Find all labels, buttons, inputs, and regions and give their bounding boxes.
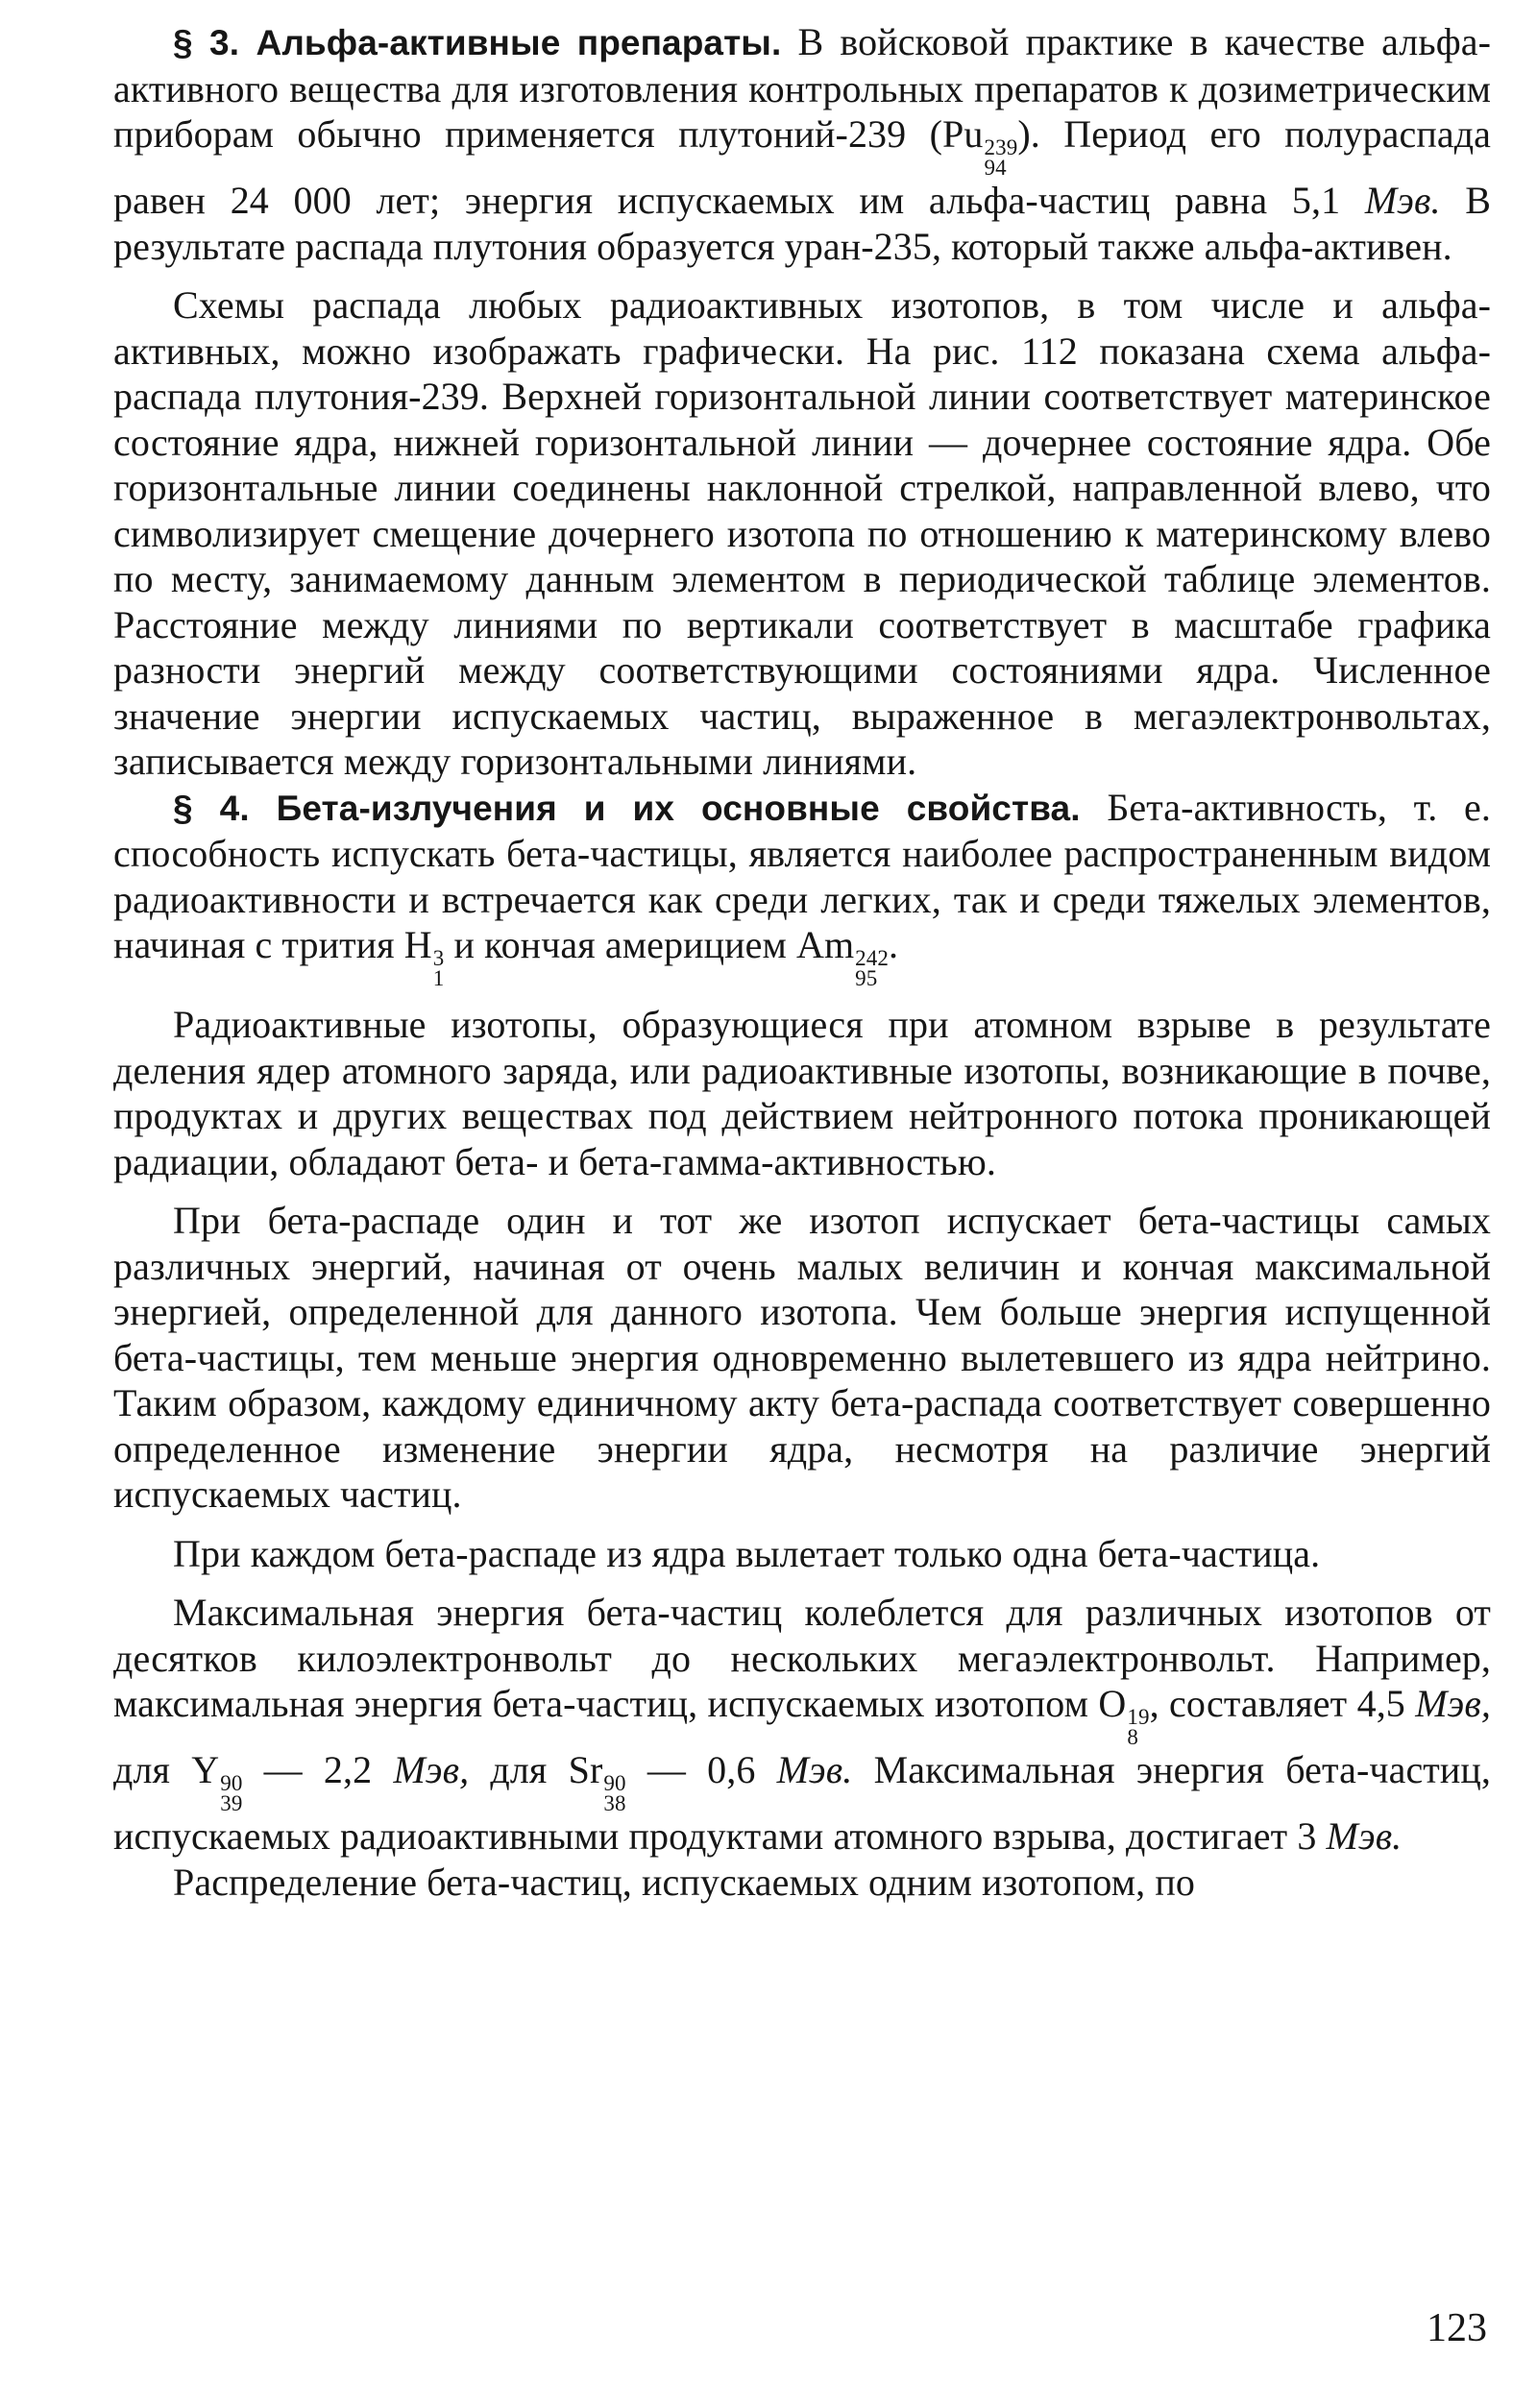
- atomic-number: 1: [432, 966, 445, 990]
- section-3-text-c: В результате распада плутония образуется уран-235, который также альфа-активен.: [113, 179, 1491, 268]
- section-4-text-a: Бета-активность, т. е. способность испускать бета-частицы, является наиболее распространенным видом радиоактивности и встречается как среди легких, так и среди тяжелых элементов, начиная с трития: [113, 785, 1492, 966]
- atomic-number: 95: [855, 966, 878, 990]
- section-3-paragraph: [113, 19, 1491, 269]
- nuclide-o: [1098, 1681, 1149, 1747]
- unit-mev: Мэв,: [1415, 1682, 1491, 1725]
- max-energy-text-c: для: [113, 1748, 192, 1791]
- max-energy-text-g: Максимальная энергия бета-частиц, испускаемых радиоактивными продуктами атомного взрыва, достигает 3: [113, 1748, 1491, 1858]
- paragraph-max-energy: [113, 1590, 1491, 1860]
- nuclide-symbol: Sr: [568, 1748, 603, 1791]
- paragraph-decay-schemes: Схемы распада любых радиоактивных изотопов, в том числе и альфа-активных, можно изображать графически. На рис. 112 показана схема альфа-распада плутония-239. Верхней горизонтальной линии соответствует материнское состояние ядра, нижней горизонтальной линии — дочернее состояние ядра. Обе горизонтальные линии соединены наклонной стрелкой, направленной влево, что символизирует смещение дочернего изотопа по отношению к материнскому влево по месту, занимаемому данным элементом в периодической таблице элементов. Расстояние между линиями по вертикали соответствует в масштабе графика разности энергий между соответствующими состояниями ядра. Численное значение энергии испускаемых частиц, выраженное в мегаэлектронвольтах, записывается между горизонтальными линиями.: [113, 283, 1491, 783]
- atomic-number: 8: [1127, 1725, 1138, 1749]
- section-4-paragraph: [113, 785, 1491, 989]
- nuclide-symbol: Y: [191, 1748, 220, 1791]
- nuclide-indices: [855, 948, 889, 988]
- atomic-number: 39: [220, 1791, 243, 1815]
- mass-number: 242: [855, 946, 889, 970]
- section-4-heading: § 4. Бета-излучения и их основные свойства.: [173, 788, 1081, 828]
- section-3-text-a: В войсковой практике в качестве альфа-активного вещества для изготовления контрольных препаратов к дозиметрическим приборам обычно применяется плутоний-239 (: [113, 20, 1491, 156]
- section-3-heading: § 3. Альфа-активные препараты.: [173, 23, 782, 62]
- mass-number: 19: [1127, 1705, 1150, 1729]
- unit-mev: Мэв.: [1364, 179, 1441, 222]
- nuclide-h: [404, 922, 445, 988]
- nuclide-symbol: Am: [795, 923, 855, 966]
- nuclide-symbol: O: [1098, 1682, 1127, 1725]
- atomic-number: 38: [603, 1791, 626, 1815]
- max-energy-text-b: , составляет 4,5: [1149, 1682, 1416, 1725]
- mass-number: 90: [220, 1771, 243, 1795]
- unit-mev: Мэв,: [393, 1748, 470, 1791]
- max-energy-text-f: — 0,6: [625, 1748, 777, 1791]
- nuclide-indices: [220, 1773, 242, 1813]
- mass-number: 90: [603, 1771, 626, 1795]
- section-3-text-b: ). Период его полураспада равен 24 000 лет; энергия испускаемых им альфа-частиц равна 5,1: [113, 112, 1491, 222]
- nuclide-indices: [1127, 1707, 1149, 1747]
- mass-number: 239: [984, 135, 1018, 159]
- nuclide-indices: [603, 1773, 625, 1813]
- section-4-text-c: .: [888, 923, 899, 966]
- paragraph-beta-decay: При бета-распаде один и тот же изотоп испускает бета-частицы самых различных энергий, начиная от очень малых величин и кончая максимальной энергией, определенной для данного изотопа. Чем больше энергия испущенной бета-частицы, тем меньше энергия одновременно вылетевшего из ядра нейтрино. Таким образом, каждому единичному акту бета-распада соответствует совершенно определенное изменение энергии ядра, несмотря на различие энергий испускаемых частиц.: [113, 1199, 1491, 1516]
- nuclide-y: [191, 1747, 242, 1813]
- max-energy-text-a: Максимальная энергия бета-частиц колеблется для различных изотопов от десятков килоэлектронвольт до нескольких мегаэлектронвольт. Например, максимальная энергия бета-частиц, испускаемых изотопом: [113, 1591, 1491, 1725]
- nuclide-indices: [433, 948, 445, 988]
- max-energy-text-e: для: [469, 1748, 569, 1791]
- paragraph-one-particle: При каждом бета-распаде из ядра вылетает только одна бета-частица.: [173, 1531, 1321, 1575]
- unit-mev: Мэв.: [1326, 1814, 1403, 1858]
- paragraph-radioactive-isotopes: Радиоактивные изотопы, образующиеся при атомном взрыве в результате деления ядер атомного заряда, или радиоактивные изотопы, возникающие в почве, продуктах и других веществах под действием нейтронного потока проникающей радиации, обладают бета- и бета-гамма-активностью.: [113, 1003, 1491, 1183]
- unit-mev: Мэв.: [776, 1748, 853, 1791]
- nuclide-am: [796, 922, 889, 988]
- mass-number: 3: [432, 946, 445, 970]
- paragraph-distribution: Распределение бета-частиц, испускаемых одним изотопом, по: [173, 1860, 1195, 1904]
- nuclide-pu: [942, 111, 1017, 178]
- nuclide-symbol: H: [403, 923, 432, 966]
- nuclide-symbol: Pu: [942, 112, 984, 156]
- atomic-number: 94: [984, 156, 1007, 180]
- page-content: [113, 19, 1491, 1905]
- max-energy-text-d: — 2,2: [242, 1748, 394, 1791]
- nuclide-indices: [985, 137, 1018, 178]
- nuclide-sr: [569, 1747, 626, 1813]
- section-4-text-b: и кончая америцием: [444, 923, 796, 966]
- page-number: 123: [1427, 2306, 1487, 2350]
